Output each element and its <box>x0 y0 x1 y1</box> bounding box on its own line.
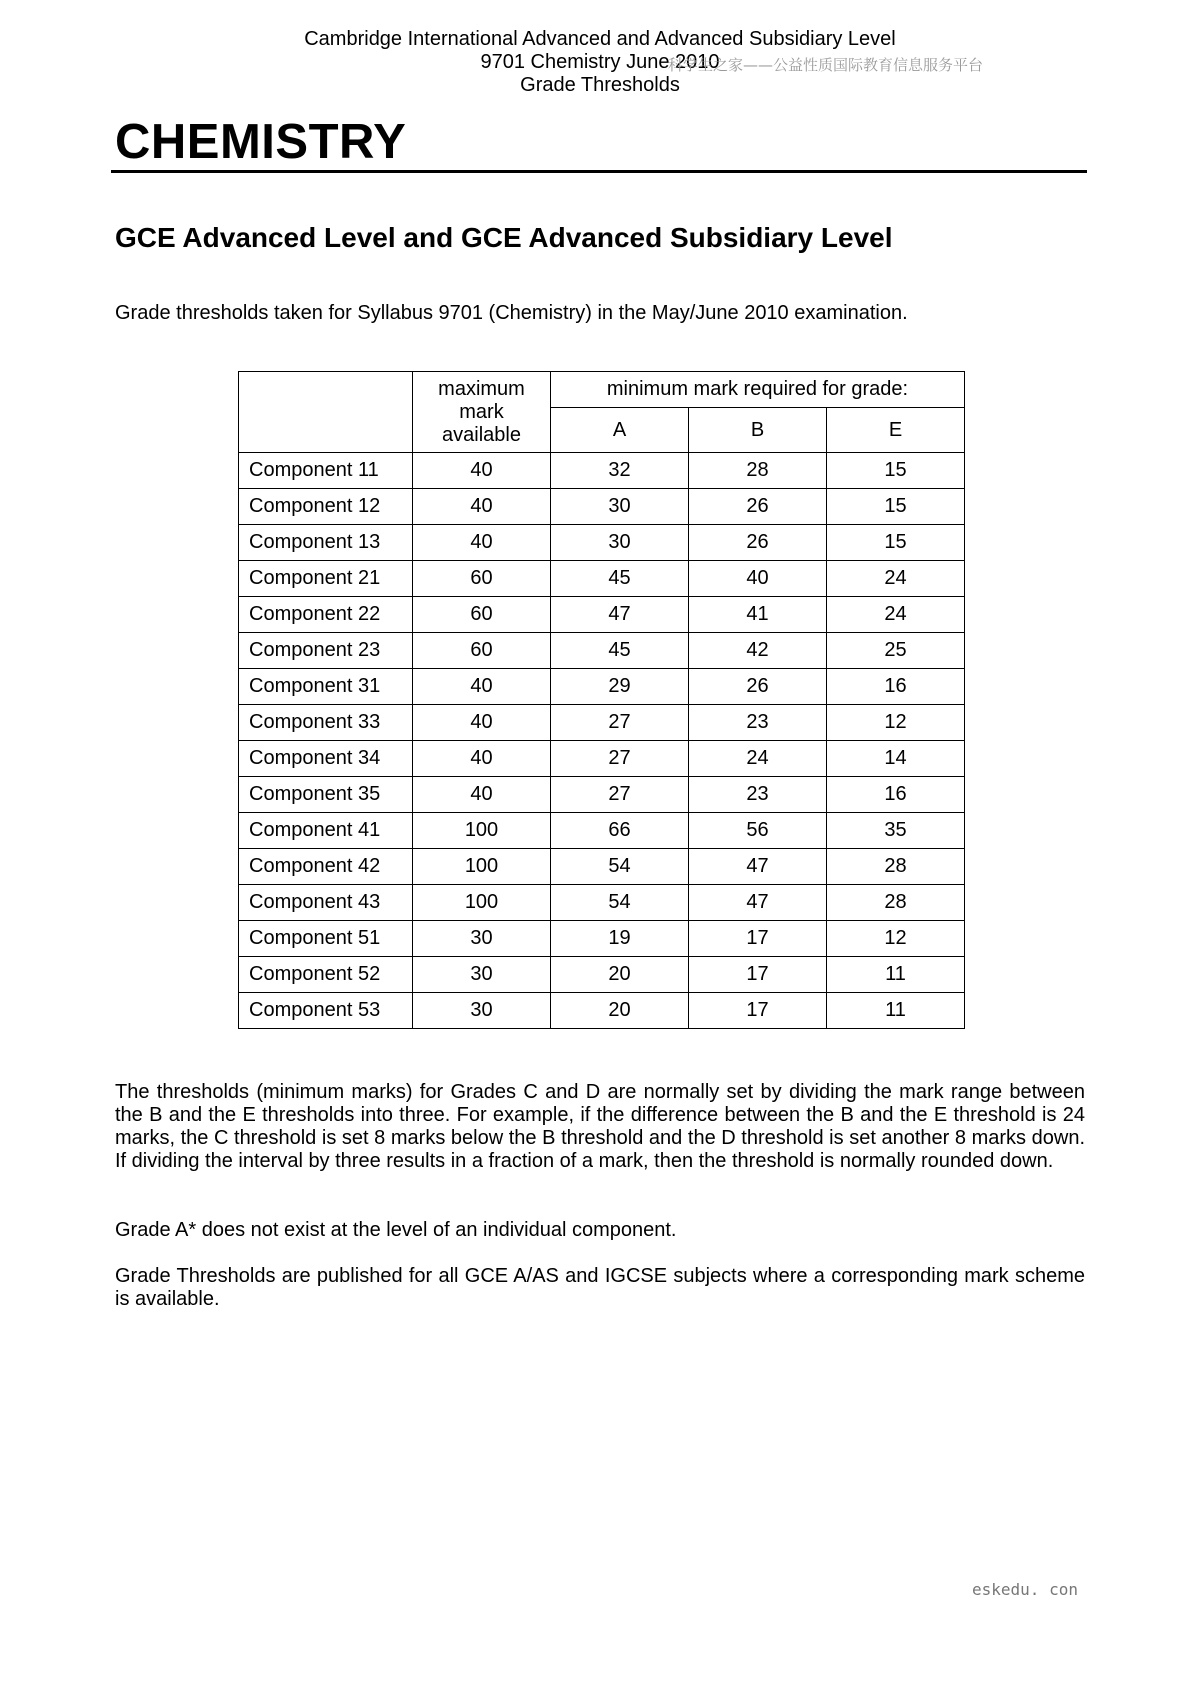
watermark-text: 科学生之家——公益性质国际教育信息服务平台 <box>668 56 984 74</box>
grade-e-cell: 14 <box>827 741 965 777</box>
table-row <box>239 813 965 849</box>
grade-e-cell: 28 <box>827 885 965 921</box>
component-name-cell: Component 11 <box>239 453 413 489</box>
grade-a-cell: 30 <box>551 489 689 525</box>
max-mark-cell: 40 <box>413 741 551 777</box>
max-mark-cell: 40 <box>413 777 551 813</box>
component-name-cell: Component 22 <box>239 597 413 633</box>
table-row <box>239 525 965 561</box>
component-name-cell: Component 33 <box>239 705 413 741</box>
grade-b-cell: 56 <box>689 813 827 849</box>
grade-b-cell: 26 <box>689 525 827 561</box>
max-mark-cell: 30 <box>413 993 551 1029</box>
grade-e-cell: 24 <box>827 561 965 597</box>
table-row <box>239 597 965 633</box>
grade-e-cell: 28 <box>827 849 965 885</box>
max-mark-cell: 100 <box>413 849 551 885</box>
max-mark-cell: 60 <box>413 561 551 597</box>
table-row <box>239 777 965 813</box>
footer-watermark: eskedu. con <box>972 1580 1078 1599</box>
grade-e-cell: 16 <box>827 669 965 705</box>
grade-b-cell: 28 <box>689 453 827 489</box>
grade-a-cell: 45 <box>551 633 689 669</box>
max-mark-cell: 60 <box>413 633 551 669</box>
grade-e-cell: 11 <box>827 993 965 1029</box>
table-row <box>239 561 965 597</box>
header-max-line-1: maximum <box>438 377 525 400</box>
grade-a-cell: 27 <box>551 777 689 813</box>
max-mark-cell: 30 <box>413 921 551 957</box>
max-mark-cell: 30 <box>413 957 551 993</box>
header-max-line-2: mark <box>459 400 504 423</box>
component-name-cell: Component 53 <box>239 993 413 1029</box>
grade-e-cell: 25 <box>827 633 965 669</box>
grade-e-cell: 12 <box>827 921 965 957</box>
header-max-line-3: available <box>442 423 521 446</box>
header-line-2: 9701 Chemistry June 2010 <box>480 51 720 73</box>
page-title: CHEMISTRY <box>115 115 407 169</box>
component-name-cell: Component 52 <box>239 957 413 993</box>
grade-b-cell: 23 <box>689 705 827 741</box>
grade-e-cell: 15 <box>827 525 965 561</box>
grade-a-cell: 20 <box>551 957 689 993</box>
grade-b-cell: 41 <box>689 597 827 633</box>
max-mark-cell: 40 <box>413 453 551 489</box>
component-name-cell: Component 35 <box>239 777 413 813</box>
grade-a-cell: 30 <box>551 525 689 561</box>
table-row <box>239 849 965 885</box>
table-row <box>239 957 965 993</box>
grade-a-cell: 27 <box>551 705 689 741</box>
header-line-3: Grade Thresholds <box>520 74 680 96</box>
grade-a-cell: 27 <box>551 741 689 777</box>
grade-b-cell: 47 <box>689 849 827 885</box>
paragraph-publication-note: Grade Thresholds are published for all GCE A/AS and IGCSE subjects where a corresponding mark scheme is available. <box>115 1265 1085 1310</box>
grade-e-cell: 11 <box>827 957 965 993</box>
max-mark-cell: 40 <box>413 525 551 561</box>
component-name-cell: Component 23 <box>239 633 413 669</box>
grade-a-cell: 45 <box>551 561 689 597</box>
table-row <box>239 453 965 489</box>
header-max-mark <box>413 372 551 453</box>
max-mark-cell: 100 <box>413 885 551 921</box>
component-name-cell: Component 34 <box>239 741 413 777</box>
grade-e-cell: 12 <box>827 705 965 741</box>
grade-b-cell: 40 <box>689 561 827 597</box>
intro-text: Grade thresholds taken for Syllabus 9701 (Chemistry) in the May/June 2010 examination. <box>115 302 908 324</box>
grade-a-cell: 32 <box>551 453 689 489</box>
grade-a-cell: 47 <box>551 597 689 633</box>
grade-e-cell: 15 <box>827 489 965 525</box>
component-name-cell: Component 51 <box>239 921 413 957</box>
grade-e-cell: 35 <box>827 813 965 849</box>
grade-e-cell: 16 <box>827 777 965 813</box>
table-row <box>239 993 965 1029</box>
grade-b-cell: 26 <box>689 669 827 705</box>
component-name-cell: Component 12 <box>239 489 413 525</box>
grade-a-cell: 66 <box>551 813 689 849</box>
header-grade-e: E <box>827 408 965 453</box>
component-name-cell: Component 13 <box>239 525 413 561</box>
grade-b-cell: 42 <box>689 633 827 669</box>
grade-b-cell: 26 <box>689 489 827 525</box>
component-name-cell: Component 43 <box>239 885 413 921</box>
max-mark-cell: 40 <box>413 705 551 741</box>
table-header-row <box>239 372 965 408</box>
grade-a-cell: 20 <box>551 993 689 1029</box>
component-name-cell: Component 42 <box>239 849 413 885</box>
max-mark-cell: 100 <box>413 813 551 849</box>
grade-a-cell: 54 <box>551 885 689 921</box>
max-mark-cell: 40 <box>413 669 551 705</box>
header-empty-cell <box>239 372 413 453</box>
paragraph-a-star-note: Grade A* does not exist at the level of an individual component. <box>115 1219 677 1241</box>
component-name-cell: Component 21 <box>239 561 413 597</box>
table-row <box>239 489 965 525</box>
table-row <box>239 669 965 705</box>
header-grade-b: B <box>689 408 827 453</box>
table-row <box>239 633 965 669</box>
header-grade-a: A <box>551 408 689 453</box>
section-heading: GCE Advanced Level and GCE Advanced Subsidiary Level <box>115 222 893 253</box>
grade-b-cell: 17 <box>689 957 827 993</box>
grade-b-cell: 23 <box>689 777 827 813</box>
grade-b-cell: 17 <box>689 921 827 957</box>
grade-b-cell: 24 <box>689 741 827 777</box>
max-mark-cell: 60 <box>413 597 551 633</box>
grade-a-cell: 54 <box>551 849 689 885</box>
grade-a-cell: 19 <box>551 921 689 957</box>
max-mark-cell: 40 <box>413 489 551 525</box>
component-name-cell: Component 41 <box>239 813 413 849</box>
header-min-mark: minimum mark required for grade: <box>551 372 965 408</box>
component-name-cell: Component 31 <box>239 669 413 705</box>
grade-b-cell: 47 <box>689 885 827 921</box>
grade-e-cell: 15 <box>827 453 965 489</box>
title-divider <box>111 170 1087 173</box>
grade-thresholds-table <box>238 371 965 1029</box>
header-line-1: Cambridge International Advanced and Advanced Subsidiary Level <box>304 28 896 50</box>
grade-a-cell: 29 <box>551 669 689 705</box>
table-row <box>239 741 965 777</box>
table-row <box>239 885 965 921</box>
table-body <box>239 453 965 1029</box>
table-row <box>239 705 965 741</box>
table-row <box>239 921 965 957</box>
grade-b-cell: 17 <box>689 993 827 1029</box>
paragraph-thresholds-note: The thresholds (minimum marks) for Grades C and D are normally set by dividing the mark range between the B and the E thresholds into three. For example, if the difference between the B and the E threshold is 24 marks, the C threshold is set 8 marks below the B threshold and the D threshold is set another 8 marks down. If dividing the interval by three results in a fraction of a mark, then the threshold is normally rounded down. <box>115 1081 1085 1172</box>
grade-e-cell: 24 <box>827 597 965 633</box>
